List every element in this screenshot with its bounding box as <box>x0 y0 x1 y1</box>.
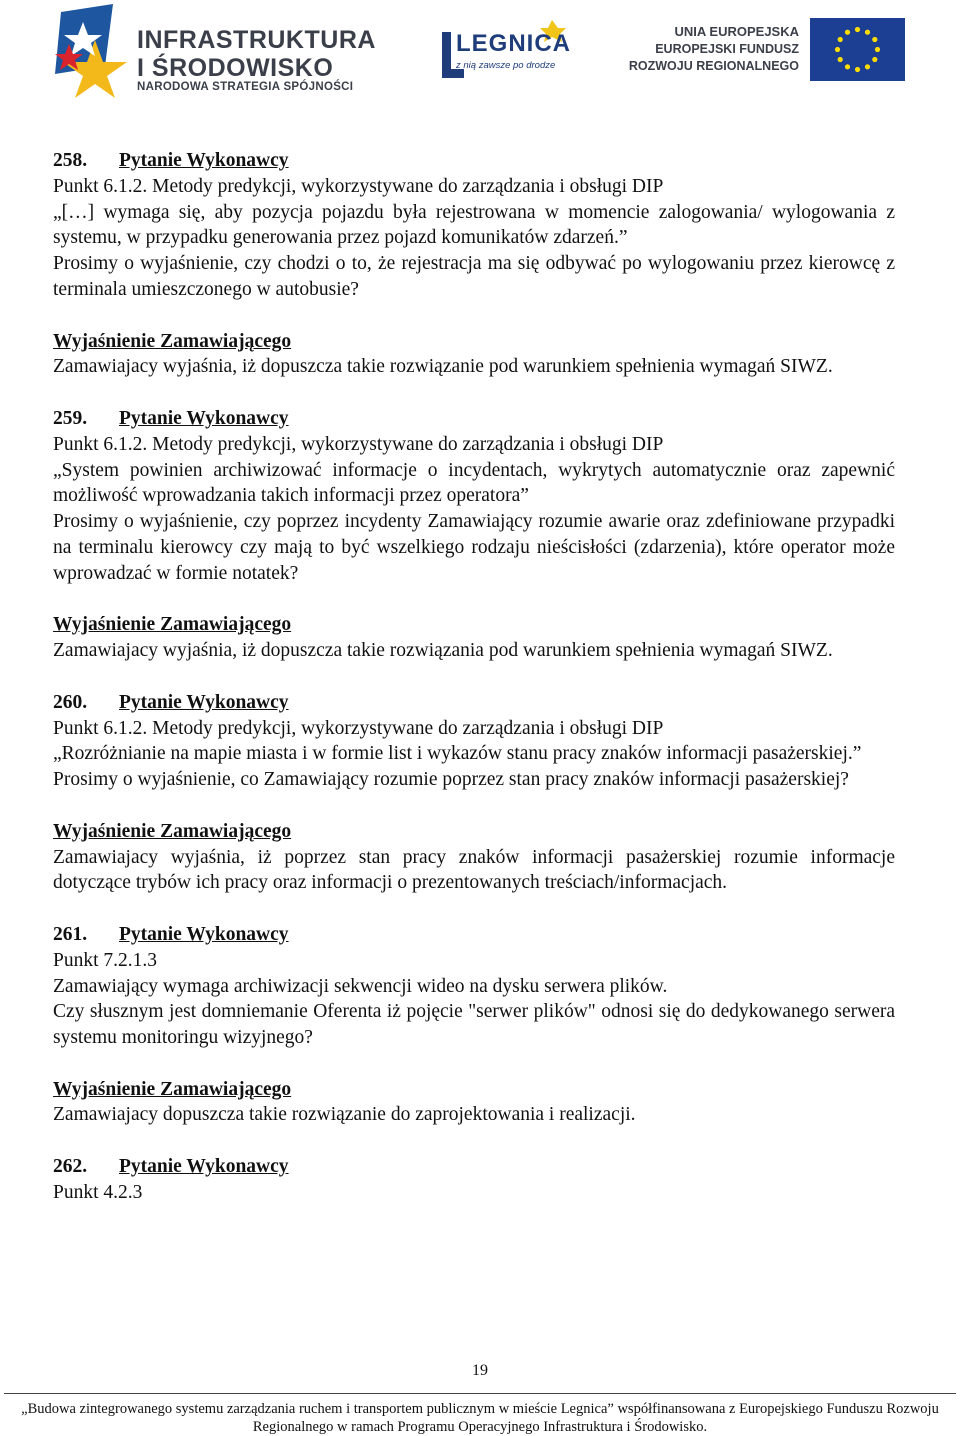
infrastruktura-srodowisko-logo <box>55 4 376 99</box>
legnica-logo <box>440 18 570 83</box>
question-heading <box>53 406 895 432</box>
question-heading-label: Pytanie Wykonawcy <box>119 923 289 945</box>
question-text: Czy słusznym jest domniemanie Oferenta iż pojęcie "serwer plików" odnosi się do dedykowanego serwera systemu monitoringu wizyjnego? <box>53 1001 895 1049</box>
footer-divider <box>4 1393 956 1394</box>
question-text: Prosimy o wyjaśnienie, czy chodzi o to, że rejestracja ma się odbywać po wylogowaniu przez kierowcę z terminala umieszczonego w autobusie? <box>53 253 895 300</box>
question-heading-label: Pytanie Wykonawcy <box>119 1156 289 1178</box>
question-text: Prosimy o wyjaśnienie, co Zamawiający rozumie poprzez stan pracy znaków informacji pasażerskiej? <box>53 769 849 791</box>
question-heading <box>53 148 895 174</box>
legnica-tagline: z nią zawsze po drodze <box>456 60 556 71</box>
answer-title: Wyjaśnienie Zamawiającego <box>53 1078 292 1100</box>
question-number: 262. <box>53 1156 88 1178</box>
question-quote: „System powinien archiwizować informacje o incydentach, wykrytych automatycznie oraz zapewnić możliwość wprowadzania takich informacji przez operatora” <box>53 459 895 507</box>
question-point: Punkt 6.1.2. Metody predykcji, wykorzystywane do zarządzania i obsługi DIP <box>53 175 664 197</box>
question-point: Punkt 6.1.2. Metody predykcji, wykorzystywane do zarządzania i obsługi DIP <box>53 433 664 455</box>
question-262 <box>53 1154 895 1206</box>
question-heading-label: Pytanie Wykonawcy <box>119 407 289 429</box>
question-point: Punkt 7.2.1.3 <box>53 949 158 971</box>
answer-text: Zamawiajacy wyjaśnia, iż dopuszcza takie rozwiązanie pod warunkiem spełnienia wymagań SIWZ. <box>53 356 833 378</box>
question-point: Punkt 6.1.2. Metody predykcji, wykorzystywane do zarządzania i obsługi DIP <box>53 717 664 739</box>
logo-right-line1: UNIA EUROPEJSKA <box>674 24 799 39</box>
answer-title: Wyjaśnienie Zamawiającego <box>53 330 292 352</box>
question-number: 260. <box>53 691 88 713</box>
question-258 <box>53 148 895 380</box>
question-text: Prosimy o wyjaśnienie, czy poprzez incydenty Zamawiający rozumie awarie oraz zdefiniowane przypadki na terminalu kierowcy czy mają to być wszelkiego rodzaju nieścisłości (zdarzenia), które operator może wprowadzać w formie notatek? <box>53 511 895 584</box>
answer-title: Wyjaśnienie Zamawiającego <box>53 820 292 842</box>
question-quote: „Rozróżnianie na mapie miasta i w formie list i wykazów stanu pracy znaków informacji pasażerskiej.” <box>53 743 862 765</box>
question-heading <box>53 1154 895 1180</box>
eu-flag-icon <box>810 18 905 81</box>
question-number: 261. <box>53 923 88 945</box>
question-number: 259. <box>53 407 88 429</box>
question-260 <box>53 690 895 896</box>
page-number: 19 <box>472 1362 488 1379</box>
logo-left-line2: I ŚRODOWISKO <box>137 54 334 82</box>
answer-text: Zamawiajacy wyjaśnia, iż poprzez stan pracy znaków informacji pasażerskiej rozumie informacje dotyczące trybów ich pracy oraz informacji o prezentowanych treściach/informacjach. <box>53 846 895 894</box>
question-heading <box>53 690 895 716</box>
question-heading-label: Pytanie Wykonawcy <box>119 150 289 171</box>
answer-text: Zamawiajacy dopuszcza takie rozwiązanie do zaprojektowania i realizacji. <box>53 1104 636 1126</box>
question-quote: Zamawiający wymaga archiwizacji sekwencji wideo na dysku serwera plików. <box>53 975 668 997</box>
question-number: 258. <box>53 150 88 171</box>
question-259 <box>53 406 895 664</box>
nss-emblem-icon <box>55 4 135 99</box>
eu-fund-logo <box>628 18 905 83</box>
logo-left-line3: NARODOWA STRATEGIA SPÓJNOŚCI <box>137 81 354 93</box>
answer-text: Zamawiajacy wyjaśnia, iż dopuszcza takie rozwiązania pod warunkiem spełnienia wymagań SIWZ. <box>53 640 833 662</box>
question-point: Punkt 4.2.3 <box>53 1181 143 1203</box>
question-quote: „[…] wymaga się, aby pozycja pojazdu była rejestrowana w momencie zalogowania/ wylogowania z systemu, w przypadku generowania przez pojazd komunikatów zdarzeń.” <box>53 201 895 249</box>
question-261 <box>53 922 895 1128</box>
footer-text: „Budowa zintegrowanego systemu zarządzania ruchem i transportem publicznym w mieście Legnica” współfinansowana z Europejskiego Funduszu Rozwoju Regionalnego w ramach Programu Operacyjnego Infrastruktura i Środowisko. <box>21 1401 939 1435</box>
answer-title: Wyjaśnienie Zamawiającego <box>53 614 292 636</box>
logo-right-line2: EUROPEJSKI FUNDUSZ <box>655 42 799 56</box>
logo-left-line1: INFRASTRUKTURA <box>137 26 376 54</box>
question-heading <box>53 922 895 948</box>
legnica-name: LEGNICA <box>456 30 571 57</box>
question-heading-label: Pytanie Wykonawcy <box>119 691 289 713</box>
page-header <box>0 0 960 110</box>
logo-right-line3: ROZWOJU REGIONALNEGO <box>628 59 799 73</box>
document-body <box>53 148 895 1206</box>
